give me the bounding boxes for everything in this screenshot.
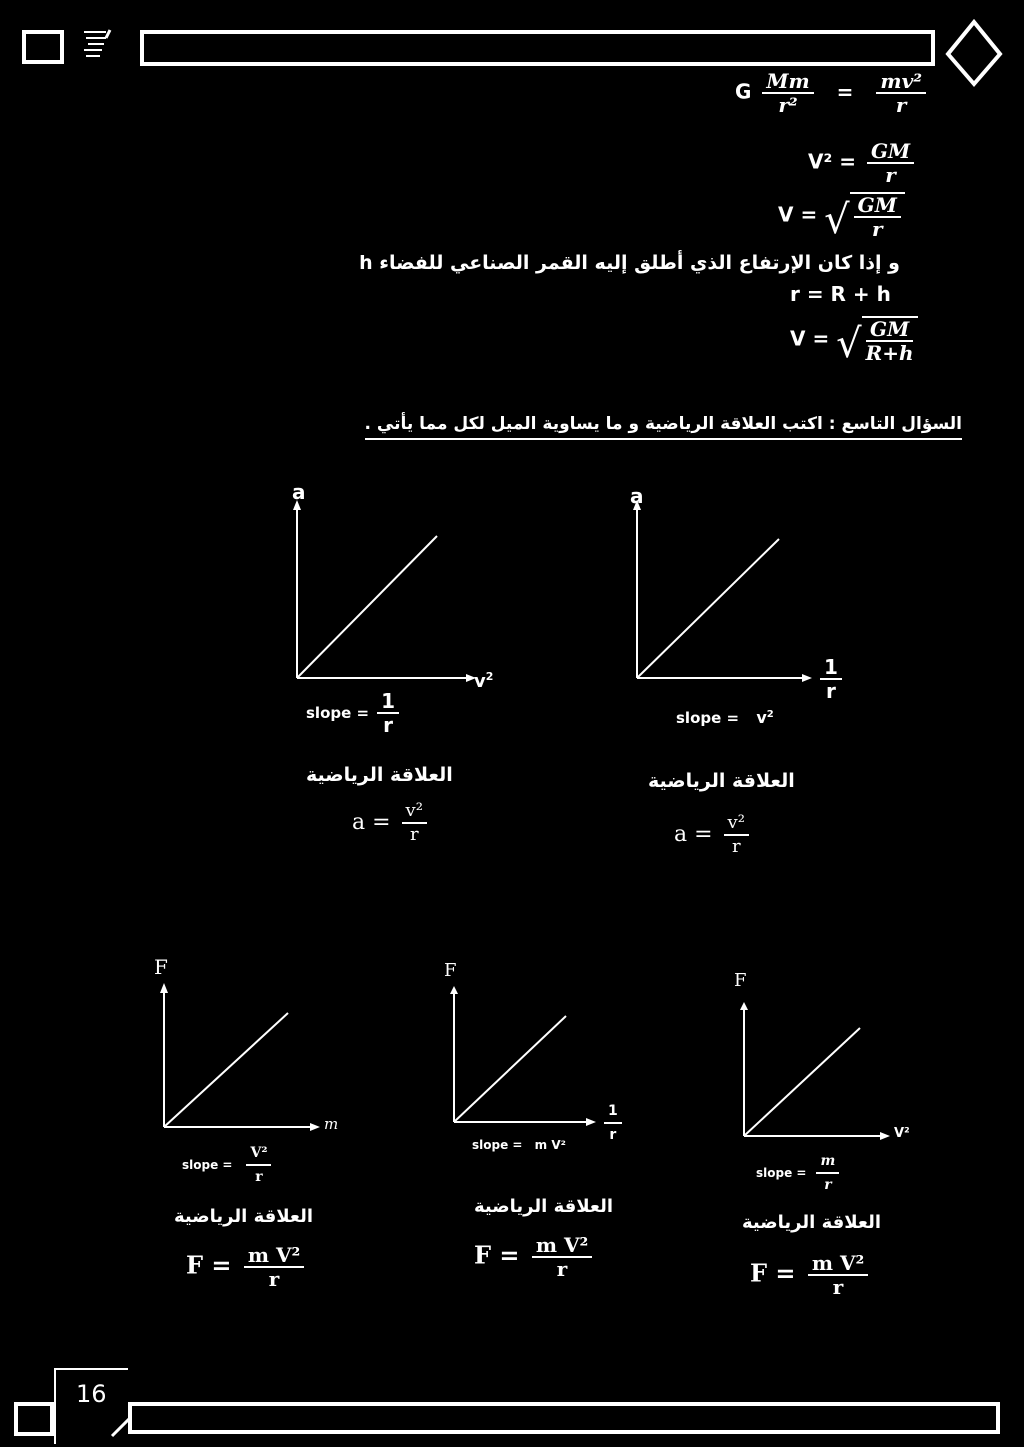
graph-a-vs-1-over-r <box>620 480 860 710</box>
top-bar <box>140 30 935 66</box>
arabic-height-note: و إذا كان الإرتفاع الذي أطلق إليه القمر الصناعي للفضاء h <box>359 252 900 274</box>
formula-a2: a = $\frac{\text{v²}}{r}$ <box>674 812 753 858</box>
x-axis-label: $\frac{1}{r}$ <box>604 1100 622 1146</box>
x-axis-label: $v^2$ <box>474 670 494 692</box>
v-root-h-equation: V = √ $\frac{GM}{R+h}$ <box>790 316 918 364</box>
graph-f-vs-m-axes <box>150 955 350 1135</box>
v-squared-equation: V² = $\frac{GM}{r}$ <box>808 140 918 186</box>
diamond-icon <box>944 18 1004 88</box>
menu-lines-icon <box>82 28 112 60</box>
gravity-equation: G $\frac{Mm}{\text{r²}}$ = $\frac{\text{mv²}}{r}$ <box>735 70 930 116</box>
relation-title-f1: العلاقة الرياضية <box>174 1206 314 1227</box>
slope-f-vs-v2: slope = $\frac{m}{r}$ <box>756 1150 843 1196</box>
question-text: السؤال التاسع : اكتب العلاقة الرياضية و ما يساوية الميل لكل مما يأتي . <box>365 414 962 440</box>
graph-a-vs-v2 <box>280 480 520 690</box>
y-axis-label: F <box>734 970 747 991</box>
x-axis-label: V² <box>894 1126 910 1141</box>
graph-f-vs-v2-axes <box>730 970 930 1145</box>
graph-f-vs-m <box>150 955 350 1135</box>
x-axis-label: $\frac{1}{r}$ <box>820 656 842 702</box>
formula-f1: F = $\frac{\text{m V²}}{r}$ <box>186 1244 308 1290</box>
bottom-bar-corner <box>108 1406 132 1440</box>
graph-f-vs-1-over-r <box>440 960 640 1143</box>
y-axis-label: F <box>444 960 457 981</box>
relation-title-f2: العلاقة الرياضية <box>474 1196 614 1217</box>
slope-f-vs-m: slope = $\frac{\text{V²}}{r}$ <box>182 1142 275 1188</box>
formula-f3: F = $\frac{\text{m V²}}{r}$ <box>750 1252 872 1298</box>
bottom-bar <box>128 1402 1000 1434</box>
v-root-equation: V = √ $\frac{GM}{r}$ <box>778 192 905 240</box>
formula-f2: F = $\frac{\text{m V²}}{r}$ <box>474 1234 596 1280</box>
corner-square-top <box>22 30 64 64</box>
x-axis-label: m <box>324 1115 339 1133</box>
y-axis-label: a <box>292 480 306 504</box>
page-number: 16 <box>76 1380 107 1408</box>
relation-title-a1: العلاقة الرياضية <box>306 764 453 786</box>
corner-square-bottom <box>14 1402 54 1436</box>
y-axis-label: F <box>154 955 168 979</box>
slope-a-vs-v2: slope = $\frac{1}{r}$ <box>306 690 403 736</box>
slope-a-vs-1-over-r: slope = $v^2$ <box>676 708 774 727</box>
relation-title-a2: العلاقة الرياضية <box>648 770 795 792</box>
r-sum-equation: r = R + h <box>790 282 891 306</box>
y-axis-label: a <box>630 484 644 508</box>
graph-f-vs-v2 <box>730 970 930 1145</box>
slope-f-vs-1-over-r: slope = m V² <box>472 1138 566 1152</box>
relation-title-f3: العلاقة الرياضية <box>742 1212 882 1233</box>
graph-a-vs-v2-axes <box>280 480 520 690</box>
formula-a1: a = $\frac{\text{v²}}{r}$ <box>352 800 431 846</box>
